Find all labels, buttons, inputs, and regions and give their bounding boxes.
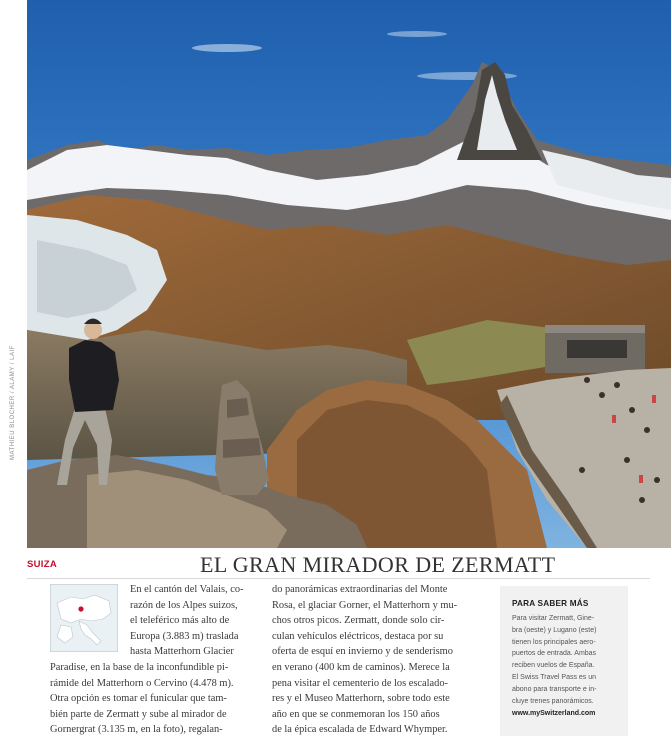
page-title: EL GRAN MIRADOR DE ZERMATT bbox=[200, 552, 556, 577]
body-line: Gornergrat (3.135 m, en la foto), regalan- bbox=[50, 724, 223, 736]
body-line: do panorámicas extraordinarias del Monte bbox=[272, 584, 448, 595]
sidebar-line: bra (oeste) y Lugano (este) bbox=[512, 626, 597, 634]
body-line: pena visitar el cementerio de los escalado- bbox=[272, 677, 448, 689]
sidebar-title: PARA SABER MÁS bbox=[512, 599, 589, 608]
sidebar-line: Para visitar Zermatt, Gine- bbox=[512, 615, 595, 622]
hero-photo bbox=[27, 0, 671, 548]
body-line: Rosa, el glaciar Gorner, el Matterhorn y mu- bbox=[272, 599, 458, 611]
body-column-1 bbox=[50, 582, 258, 738]
body-line: res y el Museo Matterhorn, sobre todo este bbox=[272, 693, 450, 705]
body-line: En el cantón del Valais, co- bbox=[130, 584, 244, 595]
body-line: bién parte de Zermatt y sube al mirador de bbox=[50, 708, 227, 720]
body-line: rámide del Matterhorn o Cervino (4.478 m). bbox=[50, 677, 234, 689]
website-link[interactable]: www.mySwitzerland.com bbox=[512, 710, 596, 717]
sidebar-line: tienen los principales aero- bbox=[512, 638, 596, 646]
sidebar-line: El Swiss Travel Pass es un bbox=[512, 673, 597, 681]
body-line: culan vehículos eléctricos, destaca por su bbox=[272, 630, 444, 642]
body-line: chos otros picos. Zermatt, donde solo cir- bbox=[272, 615, 445, 627]
section-tag: SUIZA bbox=[27, 559, 57, 570]
body-line: en verano (400 km de caminos). Merece la bbox=[272, 661, 450, 673]
sidebar-line: puertos de entrada. Ambas bbox=[512, 650, 597, 658]
body-line: el teleférico más alto de bbox=[130, 615, 230, 627]
divider bbox=[27, 578, 650, 579]
body-line: de la épica escalada de Edward Whymper. bbox=[272, 724, 448, 736]
body-column-2 bbox=[272, 582, 482, 738]
body-line: Paradise, en la base de la inconfundible pi- bbox=[50, 661, 229, 673]
body-line: Otra opción es tomar el funicular que tam- bbox=[50, 693, 227, 705]
info-sidebar bbox=[500, 586, 628, 736]
sidebar-line: abono para transporte e in- bbox=[512, 685, 597, 693]
body-line: hasta Matterhorn Glacier bbox=[130, 646, 234, 658]
body-line: año en que se conmemoran los 150 años bbox=[272, 708, 440, 720]
sidebar-line: cluye trenes panorámicos. bbox=[512, 697, 594, 705]
body-line: oferta de esquí en invierno y de senderismo bbox=[272, 646, 453, 658]
sidebar-text bbox=[512, 613, 624, 707]
body-line: razón de los Alpes suizos, bbox=[130, 599, 238, 611]
photo-credit: MATHIEU BLOCHER / ALAMY / LAIF bbox=[10, 345, 16, 460]
body-line: Europa (3.883 m) traslada bbox=[130, 630, 239, 642]
sidebar-line: reciben vuelos de España. bbox=[512, 662, 595, 670]
